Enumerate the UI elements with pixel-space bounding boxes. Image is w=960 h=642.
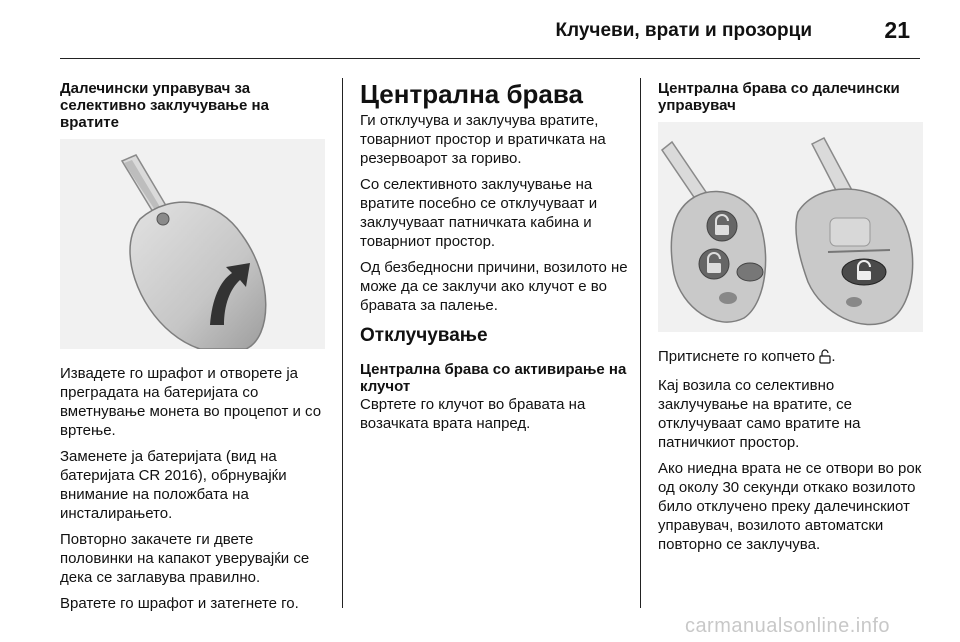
period: . [831, 348, 836, 365]
paragraph: Ако ниедна врата не се отвори во рок од околу 30 секунди откако возилото било отклучено преку далечинскиот управувач, возилото автоматски повторно се заклучува. [658, 460, 922, 553]
header-title: Клучеви, врати и прозорци [555, 20, 812, 41]
column-divider [640, 78, 641, 608]
paragraph: Заменете ја батеријата (вид на батеријата CR 2016), обрнувајќи внимание на положбата на инсталирањето. [60, 448, 287, 522]
remote-key-icon [658, 122, 928, 337]
section-heading: Далечински управувач за селективно заклучување на вратите [60, 80, 269, 131]
column-divider [342, 78, 343, 608]
header-rule [60, 58, 920, 59]
paragraph: Извадете го шрафот и отворете ја преградата на батеријата со вметнување монета во процепот и со вртење. [60, 365, 322, 439]
subsection-heading: Централна брава со активирање на клучот [360, 361, 627, 395]
watermark: carmanualsonline.info [684, 615, 890, 637]
unlock-button-icon [819, 349, 831, 369]
paragraph: Кај возила со селективно заклучување на вратите, се отклучуваат само вратите на патничкиот простор. [658, 377, 861, 451]
section-heading: Централна брава со далечински управувач [658, 80, 900, 114]
paragraph [658, 347, 928, 369]
column-2 [360, 80, 632, 440]
paragraph: Повторно закачете ги двете половинки на капакот уверувајќи се дека се заглавува правилно. [60, 531, 310, 586]
page-number: 21 [884, 17, 910, 43]
paragraph: Свртете го клучот во бравата на возачката врата напред. [360, 396, 586, 432]
column-1 [60, 80, 325, 620]
page-header [60, 0, 920, 62]
column-3 [658, 80, 928, 561]
paragraph: Од безбедносни причини, возилото не може да се заклучи ако клучот е во бравата за палење. [360, 259, 628, 314]
paragraph: Ги отклучува и заклучува вратите, товарниот простор и вратичката на резервоарот за гориво. [360, 112, 606, 167]
paragraph: Вратете го шрафот и затегнете го. [60, 595, 299, 612]
paragraph-text: Притиснете го копчето [658, 348, 816, 365]
paragraph: Со селективното заклучување на вратите посебно се отклучуваат и заклучуваат патничката кабина и товарниот простор. [360, 176, 598, 250]
key-battery-cover-icon [60, 139, 325, 354]
section-title: Централна брава [360, 79, 583, 109]
subsection-title: Отклучување [360, 325, 488, 346]
